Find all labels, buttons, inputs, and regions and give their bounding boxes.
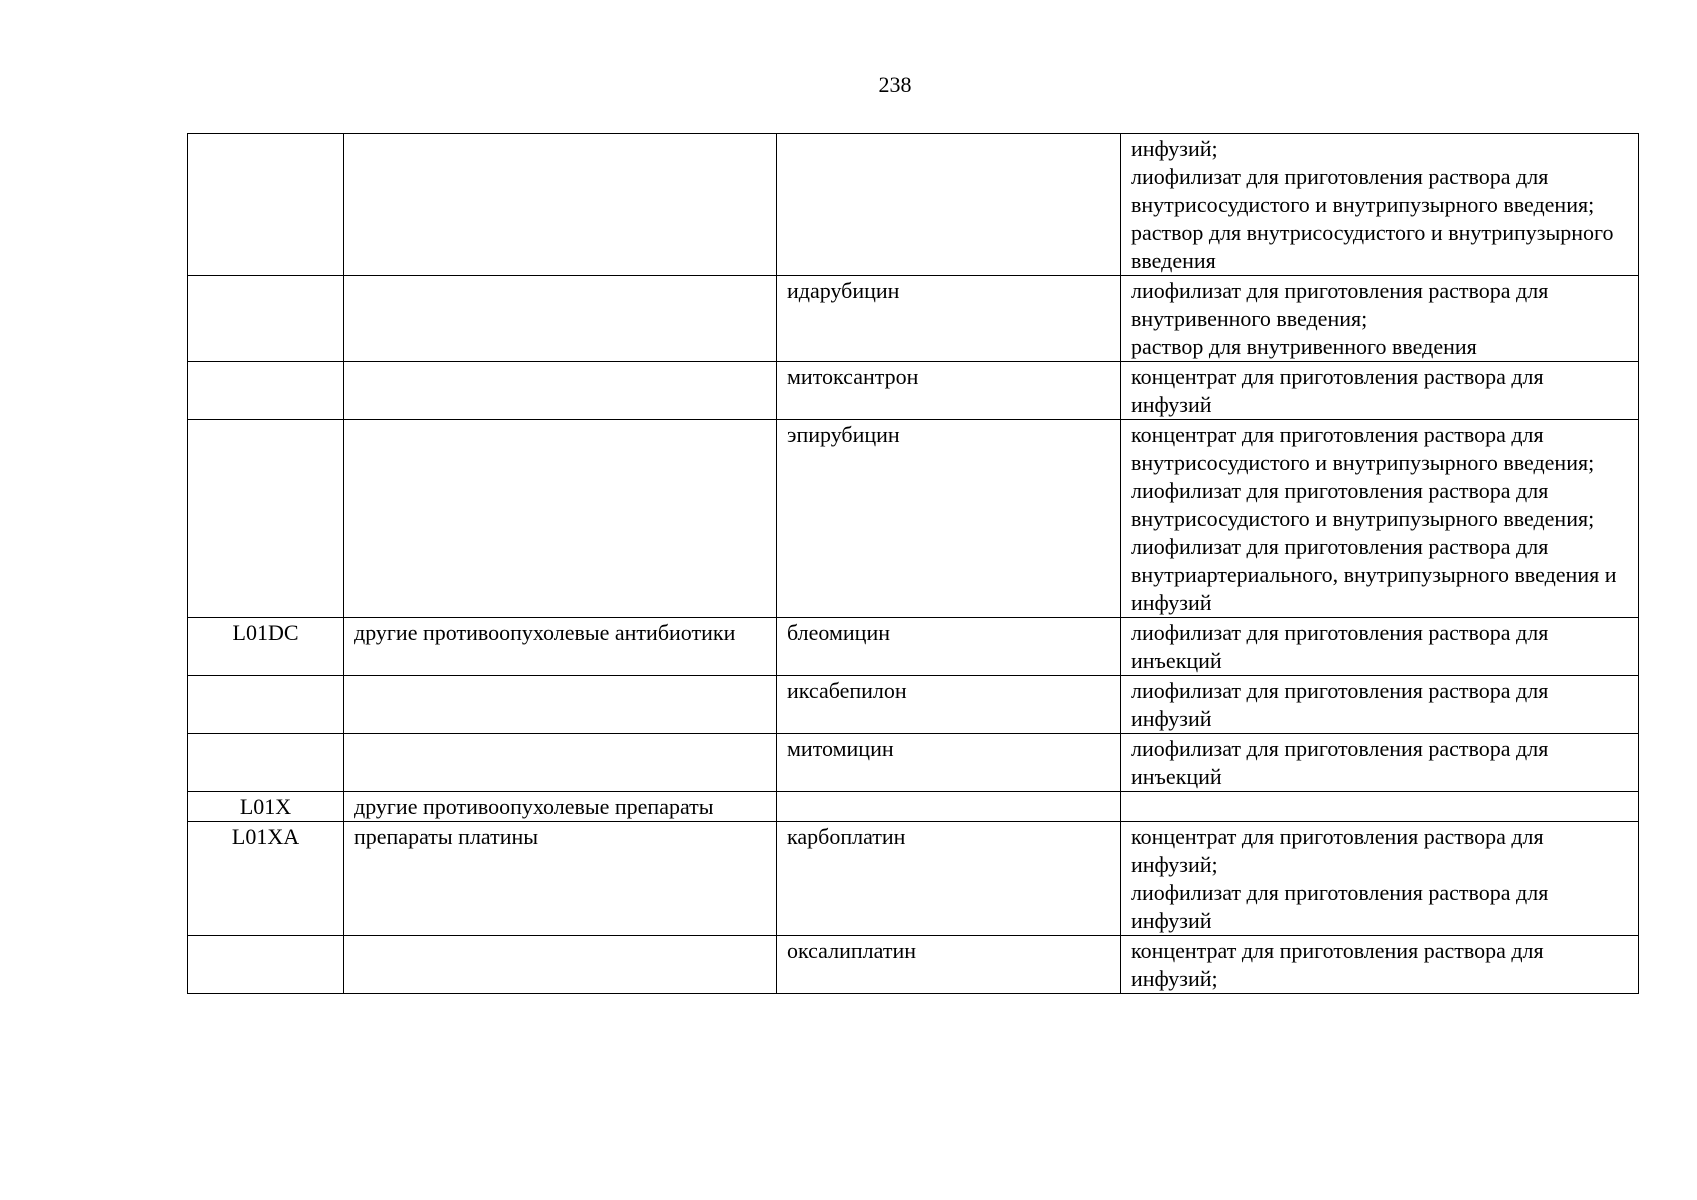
group-cell: препараты платины: [344, 822, 777, 936]
atc-code-cell: [188, 676, 344, 734]
drug-cell: карбоплатин: [777, 822, 1121, 936]
atc-code-cell: [188, 734, 344, 792]
group-cell: [344, 134, 777, 276]
drug-cell: [777, 792, 1121, 822]
dosage-forms-cell: лиофилизат для приготовления раствора для инъекций: [1121, 618, 1639, 676]
table-row: [188, 792, 1639, 822]
atc-code-cell: L01X: [188, 792, 344, 822]
drug-cell: [777, 134, 1121, 276]
drug-cell: иксабепилон: [777, 676, 1121, 734]
atc-code-cell: [188, 420, 344, 618]
group-cell: [344, 276, 777, 362]
dosage-forms-cell: лиофилизат для приготовления раствора для инъекций: [1121, 734, 1639, 792]
drug-cell: блеомицин: [777, 618, 1121, 676]
group-cell: [344, 936, 777, 994]
group-cell: другие противоопухолевые препараты: [344, 792, 777, 822]
atc-code-cell: [188, 276, 344, 362]
dosage-forms-cell: концентрат для приготовления раствора для инфузий; лиофилизат для приготовления раствора для инфузий: [1121, 822, 1639, 936]
table-row: [188, 734, 1639, 792]
table-row: [188, 134, 1639, 276]
drug-cell: митомицин: [777, 734, 1121, 792]
drug-cell: идарубицин: [777, 276, 1121, 362]
atc-code-cell: [188, 362, 344, 420]
table-row: [188, 676, 1639, 734]
atc-code-cell: L01DC: [188, 618, 344, 676]
atc-code-cell: [188, 134, 344, 276]
drug-cell: митоксантрон: [777, 362, 1121, 420]
group-cell: другие противоопухолевые антибиотики: [344, 618, 777, 676]
table-row: [188, 822, 1639, 936]
dosage-forms-cell: концентрат для приготовления раствора для внутрисосудистого и внутрипузырного введения; лиофилизат для приготовления раствора для внутрисосудистого и внутрипузырного введения; лиофилизат для приготовления раствора для внутриартериального, внутрипузырного введения и инфузий: [1121, 420, 1639, 618]
drug-table: [187, 133, 1639, 994]
dosage-forms-cell: концентрат для приготовления раствора для инфузий;: [1121, 936, 1639, 994]
dosage-forms-cell: [1121, 792, 1639, 822]
dosage-forms-cell: лиофилизат для приготовления раствора для инфузий: [1121, 676, 1639, 734]
group-cell: [344, 362, 777, 420]
group-cell: [344, 676, 777, 734]
drug-cell: оксалиплатин: [777, 936, 1121, 994]
atc-code-cell: L01XA: [188, 822, 344, 936]
group-cell: [344, 734, 777, 792]
table-row: [188, 936, 1639, 994]
group-cell: [344, 420, 777, 618]
table-row: [188, 420, 1639, 618]
table-row: [188, 362, 1639, 420]
dosage-forms-cell: инфузий; лиофилизат для приготовления раствора для внутрисосудистого и внутрипузырного введения; раствор для внутрисосудистого и внутрипузырного введения: [1121, 134, 1639, 276]
dosage-forms-cell: концентрат для приготовления раствора для инфузий: [1121, 362, 1639, 420]
drug-cell: эпирубицин: [777, 420, 1121, 618]
atc-code-cell: [188, 936, 344, 994]
dosage-forms-cell: лиофилизат для приготовления раствора для внутривенного введения; раствор для внутривенного введения: [1121, 276, 1639, 362]
page-number: 238: [878, 72, 912, 97]
table-row: [188, 276, 1639, 362]
table-row: [188, 618, 1639, 676]
